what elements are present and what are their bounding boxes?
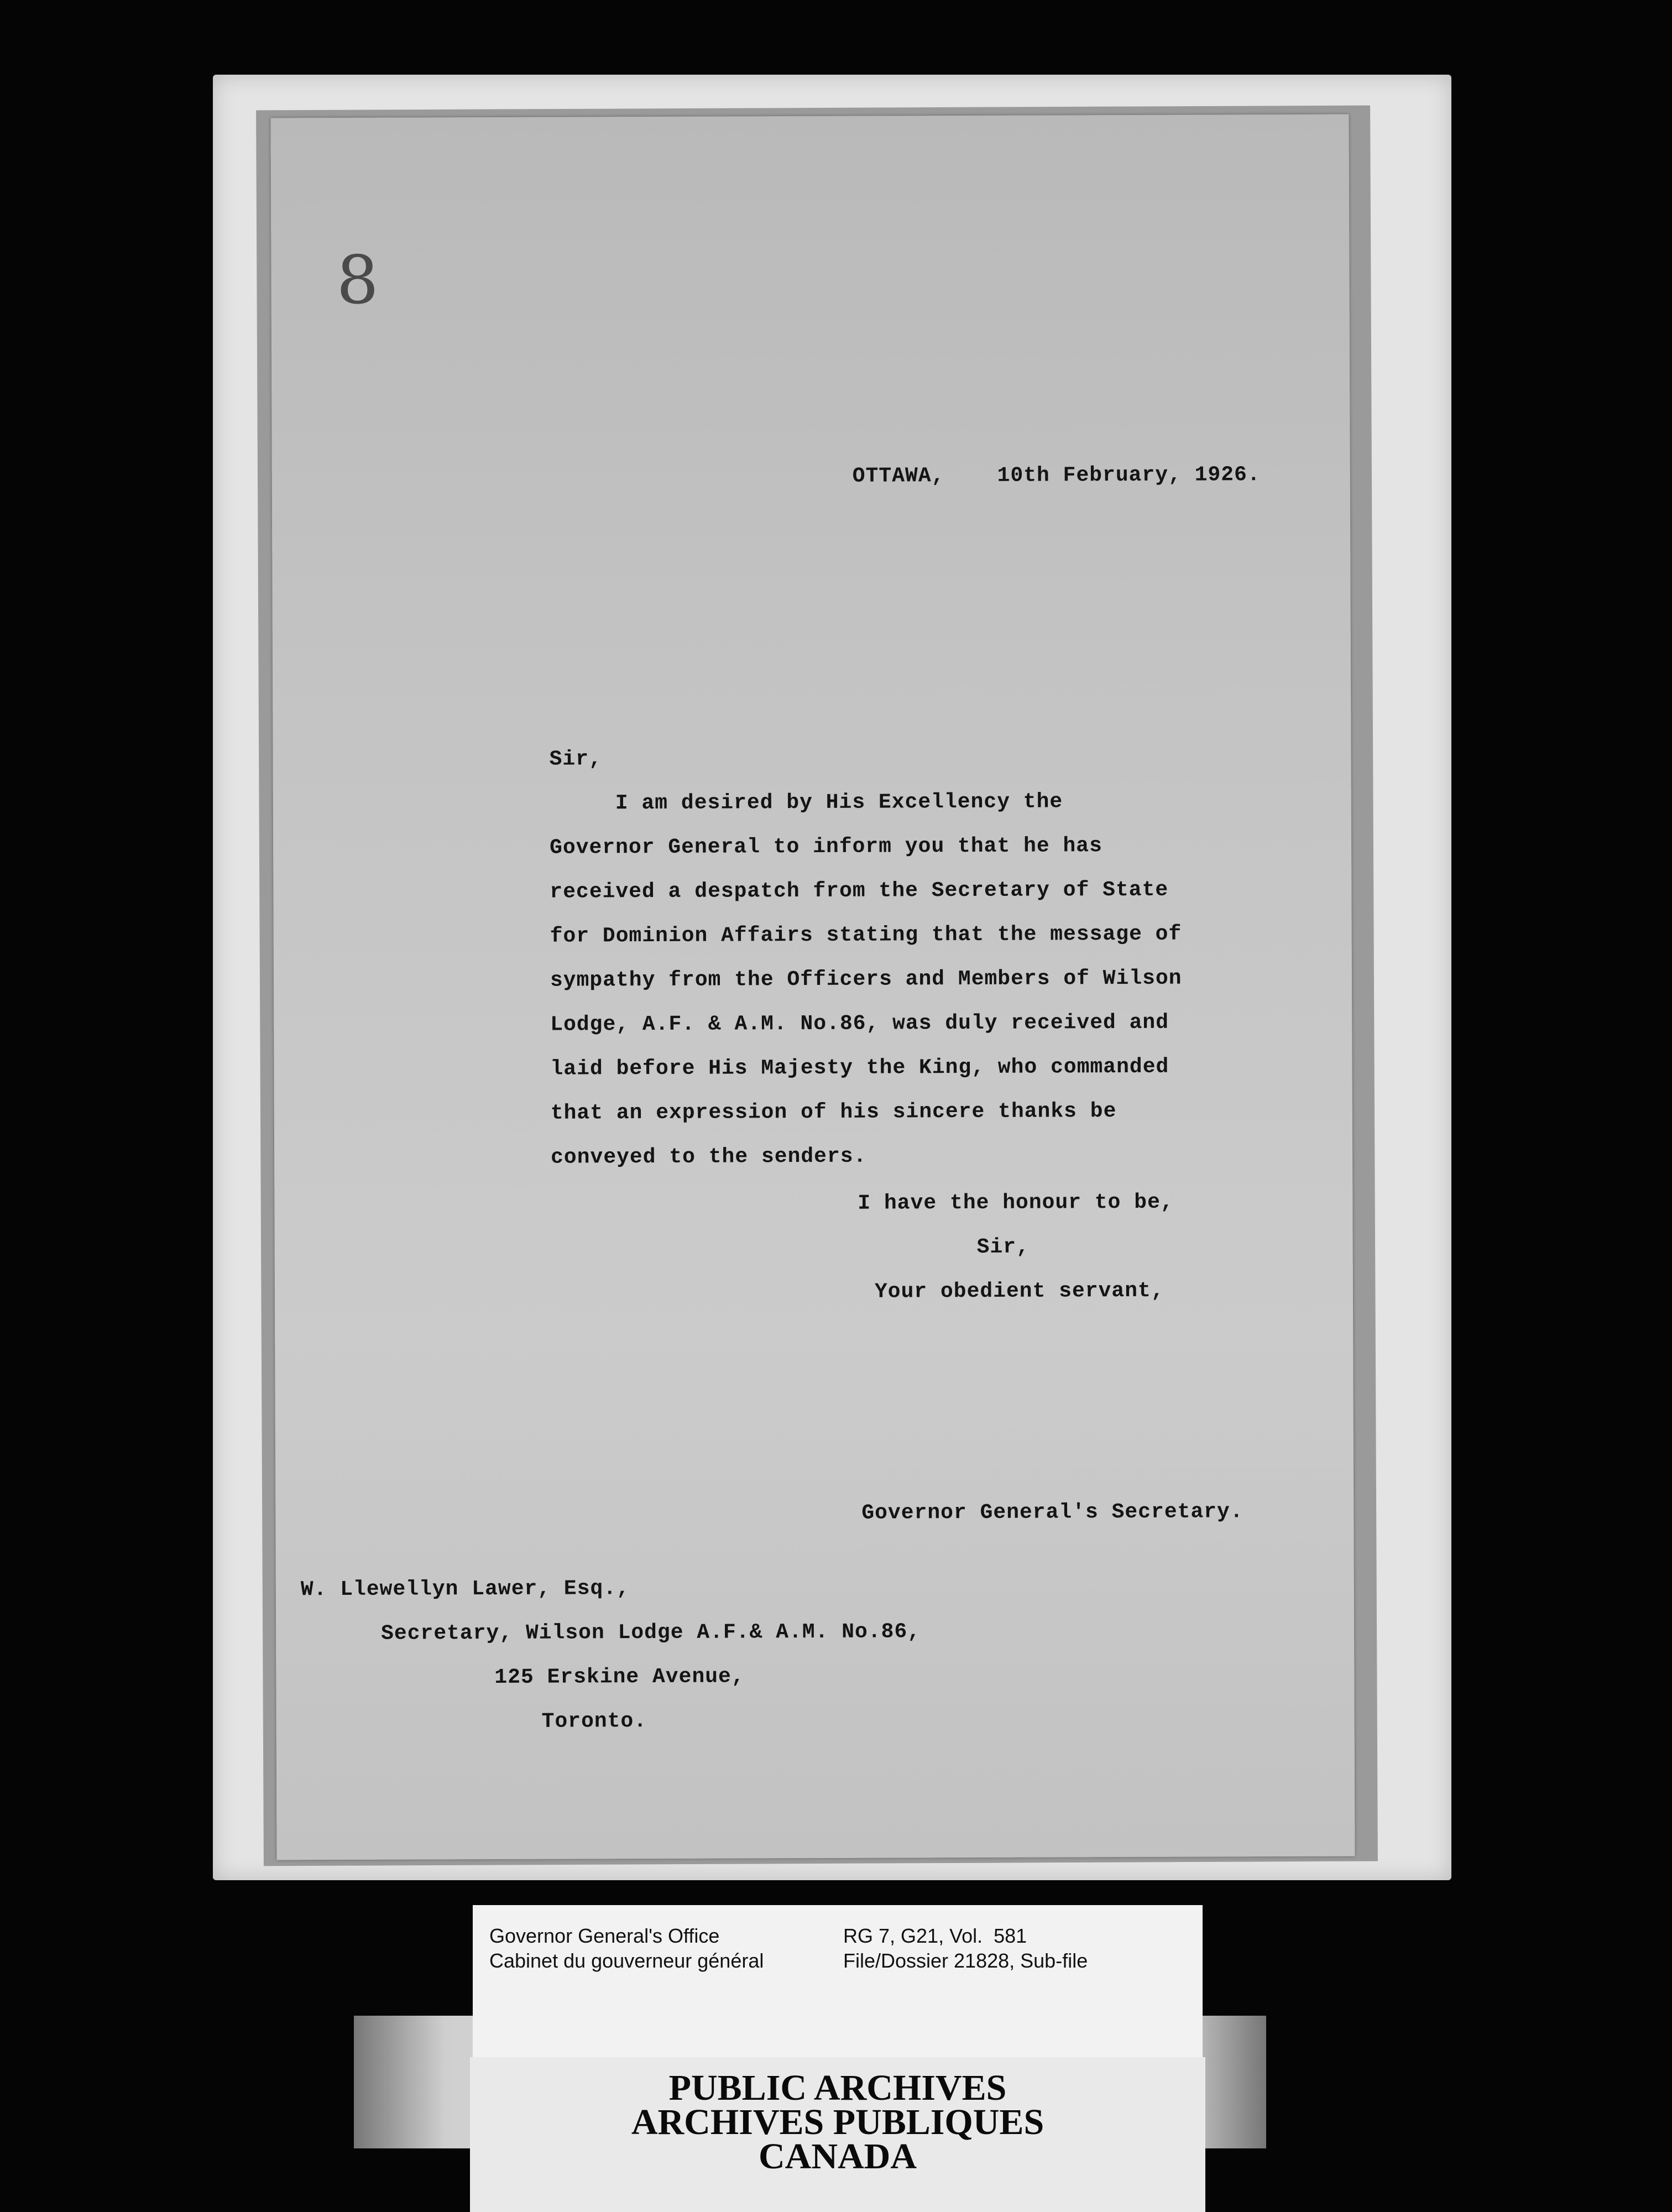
office-name-fr: Cabinet du gouverneur général — [489, 1949, 764, 1972]
body-line: laid before His Majesty the King, who commanded — [550, 1055, 1169, 1081]
salutation: Sir, — [549, 747, 602, 771]
archive-stamp-line: ARCHIVES PUBLIQUES — [631, 2102, 1044, 2142]
address-line: Secretary, Wilson Lodge A.F.& A.M. No.86, — [381, 1620, 921, 1646]
office-name-en: Governor General's Office — [489, 1924, 720, 1947]
body-line: conveyed to the senders. — [550, 1144, 867, 1170]
page-number-mark: 8 — [336, 242, 379, 319]
letter-page — [271, 114, 1355, 1860]
body-line: for Dominion Affairs stating that the message of — [550, 922, 1182, 948]
address-line: W. Llewellyn Lawer, Esq., — [300, 1577, 630, 1602]
body-line: that an expression of his sincere thanks be — [550, 1099, 1117, 1125]
archive-stamp-line: PUBLIC ARCHIVES — [668, 2068, 1007, 2108]
body-line: I am desired by His Excellency the — [549, 790, 1063, 816]
record-group-reference: RG 7, G21, Vol. 581 — [843, 1924, 1027, 1947]
body-line: Lodge, A.F. & A.M. No.86, was duly received and — [550, 1010, 1169, 1037]
archive-stamp — [470, 2057, 1205, 2212]
dateline: OTTAWA, 10th February, 1926. — [852, 463, 1261, 488]
closing-line: Your obedient servant, — [874, 1279, 1164, 1304]
body-line: received a despatch from the Secretary of State — [550, 878, 1169, 904]
body-line: sympathy from the Officers and Members of Wilson — [550, 966, 1182, 993]
signature-title: Governor General's Secretary. — [861, 1500, 1243, 1525]
archive-stamp-line: CANADA — [759, 2136, 917, 2177]
closing-line: Sir, — [976, 1235, 1030, 1259]
body-line: Governor General to inform you that he has — [550, 834, 1103, 860]
address-line: Toronto. — [541, 1709, 647, 1734]
address-line: 125 Erskine Avenue, — [494, 1665, 745, 1690]
file-reference: File/Dossier 21828, Sub-file — [843, 1949, 1088, 1972]
closing-line: I have the honour to be, — [858, 1190, 1174, 1215]
